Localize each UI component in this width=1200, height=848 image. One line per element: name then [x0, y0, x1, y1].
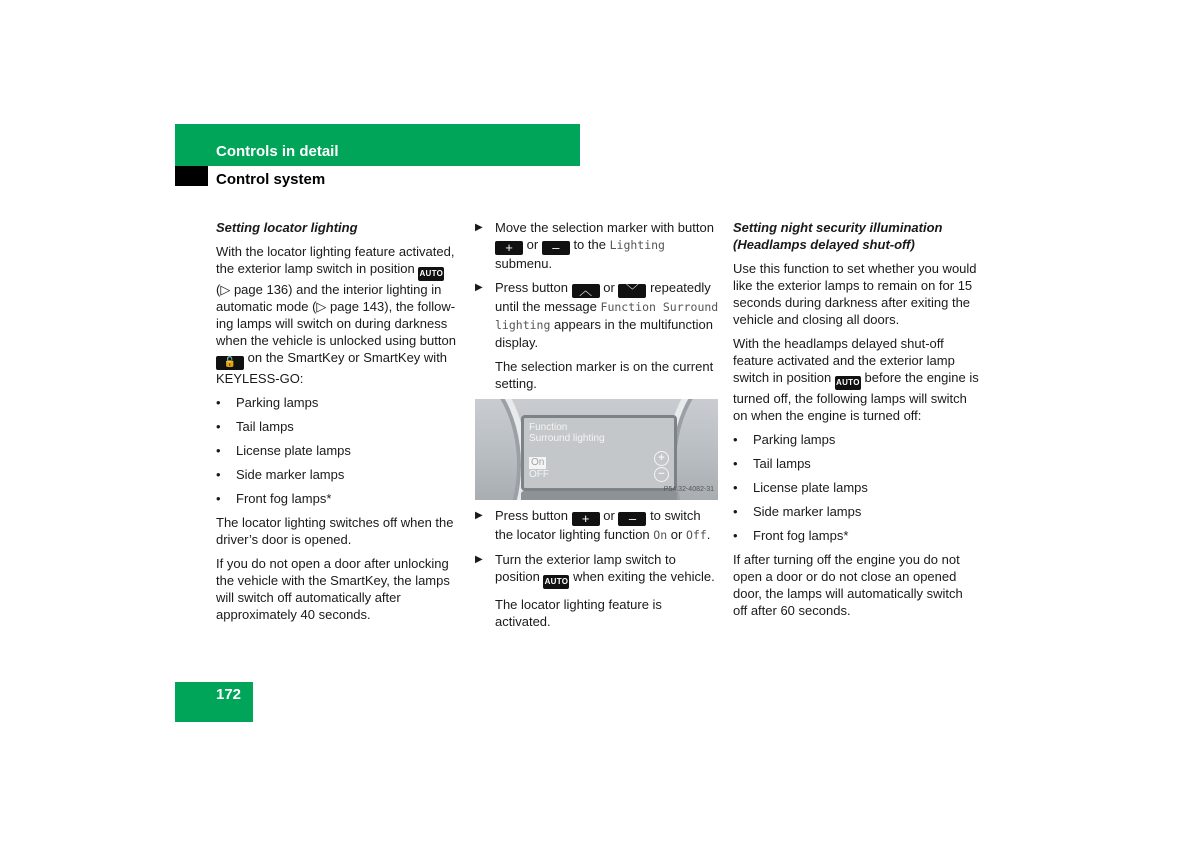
- figure-code: P54.32-4082-31: [663, 486, 714, 493]
- section-subtitle: Control system: [216, 171, 326, 188]
- bullet-icon: •: [216, 491, 221, 506]
- list-item: [733, 527, 979, 544]
- bullet-icon: •: [216, 395, 221, 410]
- text: (▷ page 136) and the interior lighting in automatic mode (▷ page 143), the follow-ing lamps will switch on during darkness when the vehicle is unlocked using button: [216, 282, 456, 348]
- locator-intro: [216, 243, 462, 387]
- page-number-badge: [175, 682, 253, 722]
- display-minus-icon: −: [654, 467, 669, 482]
- display-option-off: OFF: [529, 469, 549, 480]
- list-item-label: Side marker lamps: [236, 467, 345, 482]
- paragraph-door-opened: The locator lighting switches off when the driver’s door is opened.: [216, 515, 454, 547]
- text: or: [603, 280, 615, 295]
- text: on the SmartKey or SmartKey with KEYLESS-GO:: [216, 350, 448, 386]
- text: With the headlamps delayed shut-off feature activated and the exterior lamp switch in position: [733, 336, 955, 385]
- list-item: [216, 442, 462, 459]
- unlock-button-icon: 🔓: [216, 356, 244, 370]
- up-button-icon: ︿: [572, 284, 600, 298]
- display-text: On: [653, 528, 668, 542]
- text: or: [603, 508, 615, 523]
- bullet-icon: •: [733, 432, 738, 447]
- text: or: [670, 527, 683, 542]
- text: Press button: [495, 280, 568, 295]
- down-button-icon: ﹀: [618, 284, 646, 298]
- text: to the: [573, 237, 606, 252]
- bullet-icon: •: [733, 504, 738, 519]
- step-press-updown: [475, 279, 720, 351]
- display-bottom-bar: [521, 491, 677, 500]
- bullet-icon: •: [216, 467, 221, 482]
- plus-button-icon: +: [572, 512, 600, 526]
- plus-button-icon: +: [495, 241, 523, 255]
- step-arrow-icon: ▶: [475, 222, 483, 233]
- minus-button-icon: –: [542, 241, 570, 255]
- minus-button-icon: –: [618, 512, 646, 526]
- list-item: [733, 455, 979, 472]
- text: Turn the exterior lamp switch to position: [495, 552, 676, 584]
- step-arrow-icon: ▶: [475, 554, 483, 565]
- step-turn-switch: [475, 551, 720, 589]
- text: or: [526, 237, 539, 252]
- text: when exiting the vehicle.: [573, 569, 715, 584]
- display-line-function: Function: [529, 422, 568, 433]
- text: repeatedly until the message: [495, 280, 711, 314]
- text: Press button: [495, 508, 568, 523]
- bullet-icon: •: [733, 528, 738, 543]
- text: before the engine is turned off, the following lamps will switch on when the engine is turned off:: [733, 370, 979, 423]
- bullet-icon: •: [216, 419, 221, 434]
- list-item-label: Parking lamps: [753, 432, 836, 447]
- gauge-left: [475, 399, 527, 500]
- paragraph-delayed-shutoff: [733, 335, 979, 424]
- bullet-icon: •: [216, 443, 221, 458]
- column-right: [733, 219, 979, 626]
- list-item-label: License plate lamps: [753, 480, 868, 495]
- heading-night-security: Setting night security illumination (Headlamps delayed shut-off): [733, 220, 943, 252]
- text: .: [706, 527, 711, 542]
- list-item-label: Front fog lamps*: [753, 528, 849, 543]
- header-marker: [175, 166, 208, 186]
- display-option-on: On: [531, 457, 545, 468]
- step-move-marker: [475, 219, 720, 272]
- bullet-icon: •: [733, 456, 738, 471]
- page-number: 172: [216, 686, 242, 703]
- paragraph-auto-switch-off: If after turning off the engine you do not open a door or do not close an opened door, the lamps will automatically switch off after 60 seconds.: [733, 552, 963, 618]
- display-text: Function Surround lighting: [495, 300, 719, 332]
- auto-key-icon: AUTO: [418, 267, 444, 281]
- text: appears in the multifunction display.: [495, 317, 713, 350]
- text: submenu.: [495, 256, 553, 271]
- column-middle: [475, 219, 720, 637]
- section-title: Controls in detail: [216, 143, 339, 160]
- list-item: [216, 394, 462, 411]
- auto-key-icon: AUTO: [835, 376, 861, 390]
- step-arrow-icon: ▶: [475, 510, 483, 521]
- text: to switch the locator lighting function: [495, 508, 701, 542]
- list-item: [216, 418, 462, 435]
- column-left: [216, 219, 462, 630]
- note-marker: The selection marker is on the current setting.: [495, 359, 714, 391]
- heading-locator-lighting: Setting locator lighting: [216, 220, 358, 235]
- list-item-label: Tail lamps: [753, 456, 811, 471]
- display-line-surround: Surround lighting: [529, 433, 605, 444]
- text: Move the selection marker with button: [495, 220, 714, 235]
- list-item: [733, 479, 979, 496]
- list-item-label: Front fog lamps*: [236, 491, 332, 506]
- step-toggle-function: [475, 507, 720, 544]
- paragraph-auto-off: If you do not open a door after unlocking the vehicle with the SmartKey, the lamps will switch off automatically after approximately 40 seconds.: [216, 556, 450, 622]
- list-item: [733, 431, 979, 448]
- list-item-label: License plate lamps: [236, 443, 351, 458]
- paragraph-use-function: Use this function to set whether you would like the exterior lamps to remain on for 15 seconds during darkness after exiting the vehicle and closing all doors.: [733, 261, 977, 327]
- display-text: Lighting: [609, 238, 665, 252]
- text: With the locator lighting feature activated, the exterior lamp switch in position: [216, 244, 455, 276]
- auto-key-icon: AUTO: [543, 575, 569, 589]
- note-activated: The locator lighting feature is activated.: [495, 597, 662, 629]
- display-plus-icon: +: [654, 451, 669, 466]
- list-item-label: Parking lamps: [236, 395, 319, 410]
- list-item-label: Tail lamps: [236, 419, 294, 434]
- list-item-label: Side marker lamps: [753, 504, 862, 519]
- list-item: [216, 490, 462, 507]
- bullet-icon: •: [733, 480, 738, 495]
- list-item: [216, 466, 462, 483]
- display-text: Off: [685, 528, 707, 542]
- list-item: [733, 503, 979, 520]
- multifunction-display-figure: [475, 399, 718, 500]
- step-arrow-icon: ▶: [475, 282, 483, 293]
- display-screen: [521, 415, 677, 491]
